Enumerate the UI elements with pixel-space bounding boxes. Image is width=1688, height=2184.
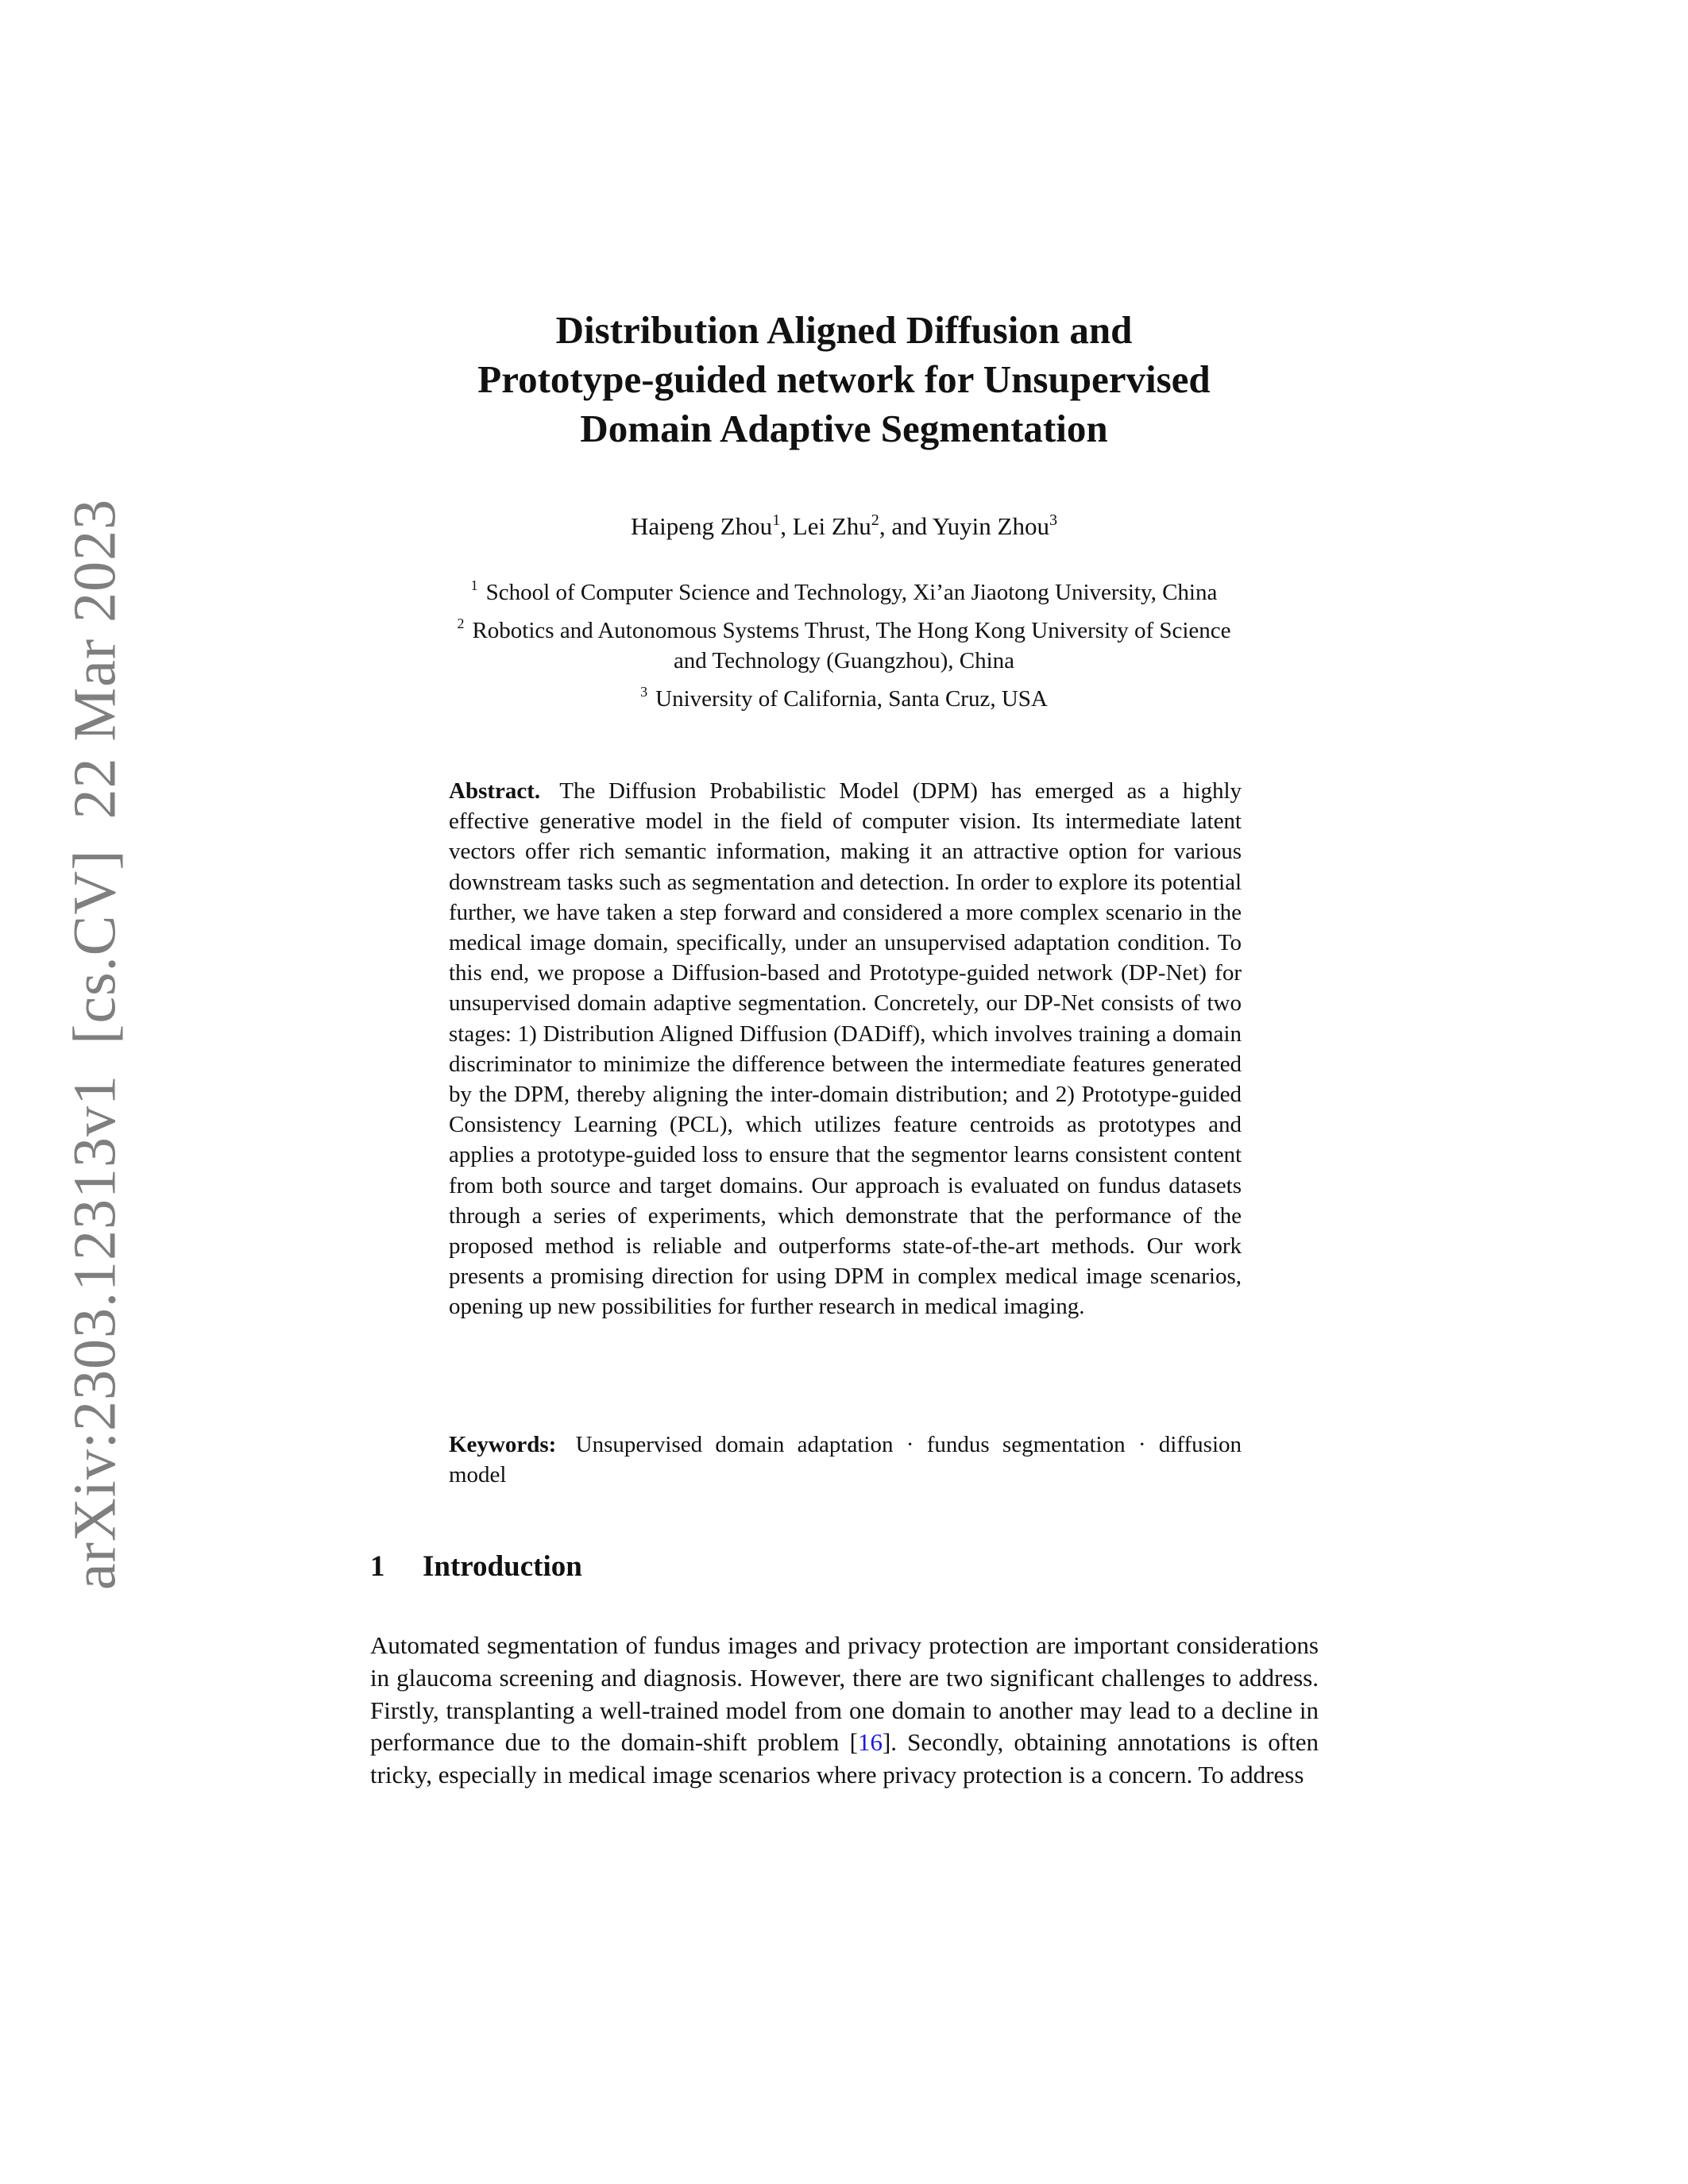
- abstract-label: Abstract.: [449, 778, 541, 804]
- affiliation-line: [0, 608, 1688, 646]
- affiliation-number: 2: [457, 615, 465, 631]
- affiliation-line: [0, 677, 1688, 715]
- arxiv-date: 22 Mar 2023: [61, 498, 129, 820]
- title-line-3: Domain Adaptive Segmentation: [580, 407, 1108, 450]
- section-heading: [370, 1549, 582, 1585]
- title-line-1: Distribution Aligned Diffusion and: [555, 308, 1133, 352]
- affiliation-number: 3: [640, 683, 648, 700]
- keywords-text: Unsupervised domain adaptation · fundus segmentation · diffusion model: [449, 1432, 1242, 1488]
- title-line-2: Prototype-guided network for Unsupervised: [477, 357, 1211, 401]
- intro-text: . Secondly, obtaining annotations is often tricky, especially in medical image scenarios where privacy protection is a concern. To address: [370, 1728, 1319, 1789]
- affiliation-line: [0, 570, 1688, 608]
- author-affiliation-mark: 3: [1049, 511, 1058, 529]
- paper-title: [0, 306, 1688, 453]
- author-name: Lei Zhu: [792, 512, 871, 540]
- keywords: [449, 1430, 1242, 1490]
- author-separator: , and: [879, 512, 933, 540]
- abstract: [449, 776, 1242, 1322]
- author-separator: ,: [780, 512, 793, 540]
- section-title: Introduction: [423, 1550, 582, 1583]
- author-affiliation-mark: 2: [871, 511, 879, 529]
- author-name: Yuyin Zhou: [932, 512, 1049, 540]
- section-number: 1: [370, 1550, 385, 1583]
- affiliations: [0, 570, 1688, 714]
- citation-open-bracket: [: [849, 1728, 858, 1757]
- affiliation-continuation: and Technology (Guangzhou), China: [673, 648, 1015, 673]
- author-name: Haipeng Zhou: [630, 512, 773, 540]
- citation-close-bracket: ]: [882, 1728, 891, 1757]
- keywords-label: Keywords:: [449, 1432, 557, 1457]
- arxiv-id: arXiv:2303.12313v1: [61, 1074, 129, 1591]
- author-affiliation-mark: 1: [772, 511, 781, 529]
- intro-text: Automated segmentation of fundus images and privacy protection are important considerations in glaucoma screening and diagnosis. However, there are two significant challenges to address. Firstly, transplanting a well-trained model from one domain to another may lead to a decline in performance due to the domain-shift problem: [370, 1631, 1319, 1757]
- arxiv-category: [cs.CV]: [61, 849, 129, 1044]
- intro-paragraph: [370, 1630, 1319, 1792]
- author-list: [0, 511, 1688, 542]
- abstract-text: The Diffusion Probabilistic Model (DPM) has emerged as a highly effective generative model in the field of computer vision. Its intermediate latent vectors offer rich semantic information, making it an attractive option for various downstream tasks such as segmentation and detection. In order to explore its potential further, we have taken a step forward and considered a more complex scenario in the medical image domain, specifically, under an unsupervised adaptation condition. To this end, we propose a Diffusion-based and Prototype-guided network (DP-Net) for unsupervised domain adaptive segmentation. Concretely, our DP-Net consists of two stages: 1) Distribution Aligned Diffusion (DADiff), which involves training a domain discriminator to minimize the difference between the intermediate features generated by the DPM, thereby aligning the inter-domain distribution; and 2) Prototype-guided Consistency Learning (PCL), which utilizes feature centroids as prototypes and applies a prototype-guided loss to ensure that the segmentor learns consistent content from both source and target domains. Our approach is evaluated on fundus datasets through a series of experiments, which demonstrate that the performance of the proposed method is reliable and outperforms state-of-the-art methods. Our work presents a promising direction for using DPM in complex medical image scenarios, opening up new possibilities for further research in medical imaging.: [449, 778, 1242, 1320]
- affiliation-text: University of California, Santa Cruz, USA: [655, 685, 1048, 712]
- affiliation-text: Robotics and Autonomous Systems Thrust, The Hong Kong University of Science: [472, 617, 1231, 643]
- affiliation-number: 1: [470, 577, 478, 593]
- citation-link[interactable]: 16: [857, 1728, 883, 1757]
- affiliation-text: School of Computer Science and Technology, Xi’an Jiaotong University, China: [485, 580, 1218, 605]
